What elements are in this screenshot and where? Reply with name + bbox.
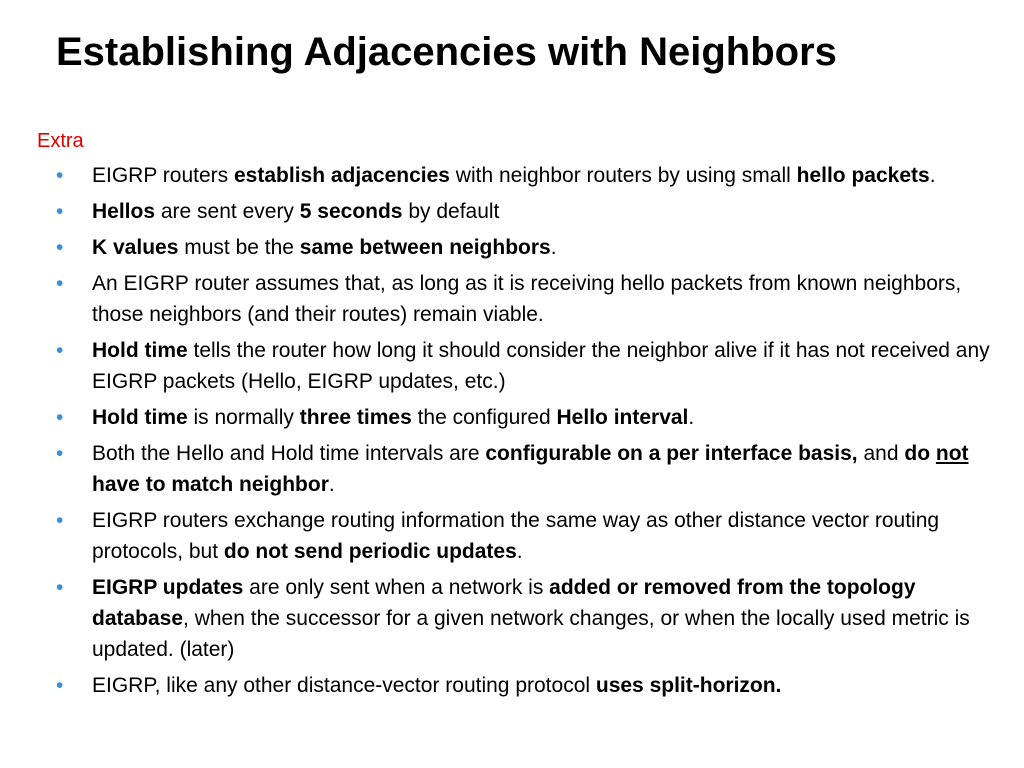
bullet-marker-icon: • xyxy=(56,339,64,362)
bullet-item xyxy=(56,196,991,227)
bullet-text xyxy=(92,160,991,191)
bullet-text-segment: Hello interval xyxy=(556,406,689,429)
bullet-text xyxy=(92,505,991,567)
bullet-item xyxy=(56,402,991,433)
bullet-marker-icon: • xyxy=(56,164,64,187)
bullet-text-segment: tells the router how long it should consider the neighbor alive if it has not received any EIGRP packets (Hello, EIGRP updates, etc.) xyxy=(92,339,990,393)
bullet-item xyxy=(56,505,991,567)
bullet-item xyxy=(56,268,991,330)
bullet-text xyxy=(92,232,991,263)
bullet-text-segment: added or removed from the topology database xyxy=(92,576,916,630)
bullet-item xyxy=(56,670,991,701)
bullet-text-segment: not xyxy=(935,442,969,465)
bullet-text-segment: EIGRP, like any other distance-vector routing protocol xyxy=(92,674,596,697)
bullet-text xyxy=(92,572,991,665)
bullet-text-segment: do xyxy=(904,442,936,465)
bullet-list xyxy=(56,160,991,701)
bullet-text-segment: do not send periodic updates xyxy=(223,540,517,563)
bullet-text xyxy=(92,438,991,500)
bullet-text xyxy=(92,196,991,227)
bullet-text-segment: same between neighbors xyxy=(299,236,551,259)
bullet-text-segment: hello packets xyxy=(796,164,930,187)
bullet-text xyxy=(92,335,991,397)
bullet-text-segment: EIGRP routers exchange routing information the same way as other distance vector routing protocols, but xyxy=(92,509,940,563)
bullet-text-segment: establish adjacencies xyxy=(234,164,450,187)
bullet-text-segment: Hold time xyxy=(92,406,188,429)
bullet-marker-icon: • xyxy=(56,674,64,697)
bullet-text-segment: . xyxy=(550,236,557,259)
bullet-marker-icon: • xyxy=(56,236,64,259)
bullet-text-segment: . xyxy=(328,473,335,496)
bullet-text-segment: uses split-horizon. xyxy=(595,674,782,697)
bullet-item xyxy=(56,438,991,500)
bullet-marker-icon: • xyxy=(56,509,64,532)
bullet-text-segment: . xyxy=(929,164,936,187)
bullet-text-segment: are only sent when a network is xyxy=(243,576,550,599)
bullet-text-segment: Both the Hello and Hold time intervals are xyxy=(92,442,486,465)
bullet-marker-icon: • xyxy=(56,576,64,599)
bullet-text-segment: K values xyxy=(92,236,179,259)
slide-title: Establishing Adjacencies with Neighbors xyxy=(56,30,837,74)
bullet-item xyxy=(56,335,991,397)
bullet-text-segment: must be the xyxy=(178,236,300,259)
bullet-text-segment: configurable on a per interface basis, xyxy=(485,442,858,465)
extra-label: Extra xyxy=(37,130,84,152)
bullet-marker-icon: • xyxy=(56,442,64,465)
bullet-text xyxy=(92,268,991,330)
bullet-text-segment: by default xyxy=(402,200,500,223)
bullet-item xyxy=(56,160,991,191)
bullet-text xyxy=(92,402,991,433)
bullet-text-segment: three times xyxy=(299,406,412,429)
bullet-text-segment: are sent every xyxy=(155,200,300,223)
bullet-text-segment: have to match neighbor xyxy=(92,473,329,496)
bullet-text xyxy=(92,670,991,701)
bullet-text-segment: Hold time xyxy=(92,339,188,362)
bullet-marker-icon: • xyxy=(56,406,64,429)
bullet-text-segment: the configured xyxy=(411,406,557,429)
bullet-marker-icon: • xyxy=(56,200,64,223)
bullet-text-segment: and xyxy=(857,442,905,465)
bullet-text-segment: EIGRP routers xyxy=(92,164,234,187)
bullet-text-segment: EIGRP updates xyxy=(92,576,244,599)
bullet-text-segment: . xyxy=(516,540,523,563)
bullet-text-segment: , when the successor for a given network changes, or when the locally used metric is updated. (later) xyxy=(92,607,970,661)
bullet-text-segment: is normally xyxy=(187,406,300,429)
bullet-item xyxy=(56,232,991,263)
bullet-text-segment: Hellos xyxy=(92,200,156,223)
bullet-text-segment: with neighbor routers by using small xyxy=(449,164,797,187)
bullet-text-segment: 5 seconds xyxy=(299,200,403,223)
bullet-text-segment: . xyxy=(688,406,695,429)
bullet-item xyxy=(56,572,991,665)
bullet-marker-icon: • xyxy=(56,272,64,295)
bullet-text-segment: An EIGRP router assumes that, as long as it is receiving hello packets from known neighbors, those neighbors (and their routes) remain viable. xyxy=(92,272,962,326)
